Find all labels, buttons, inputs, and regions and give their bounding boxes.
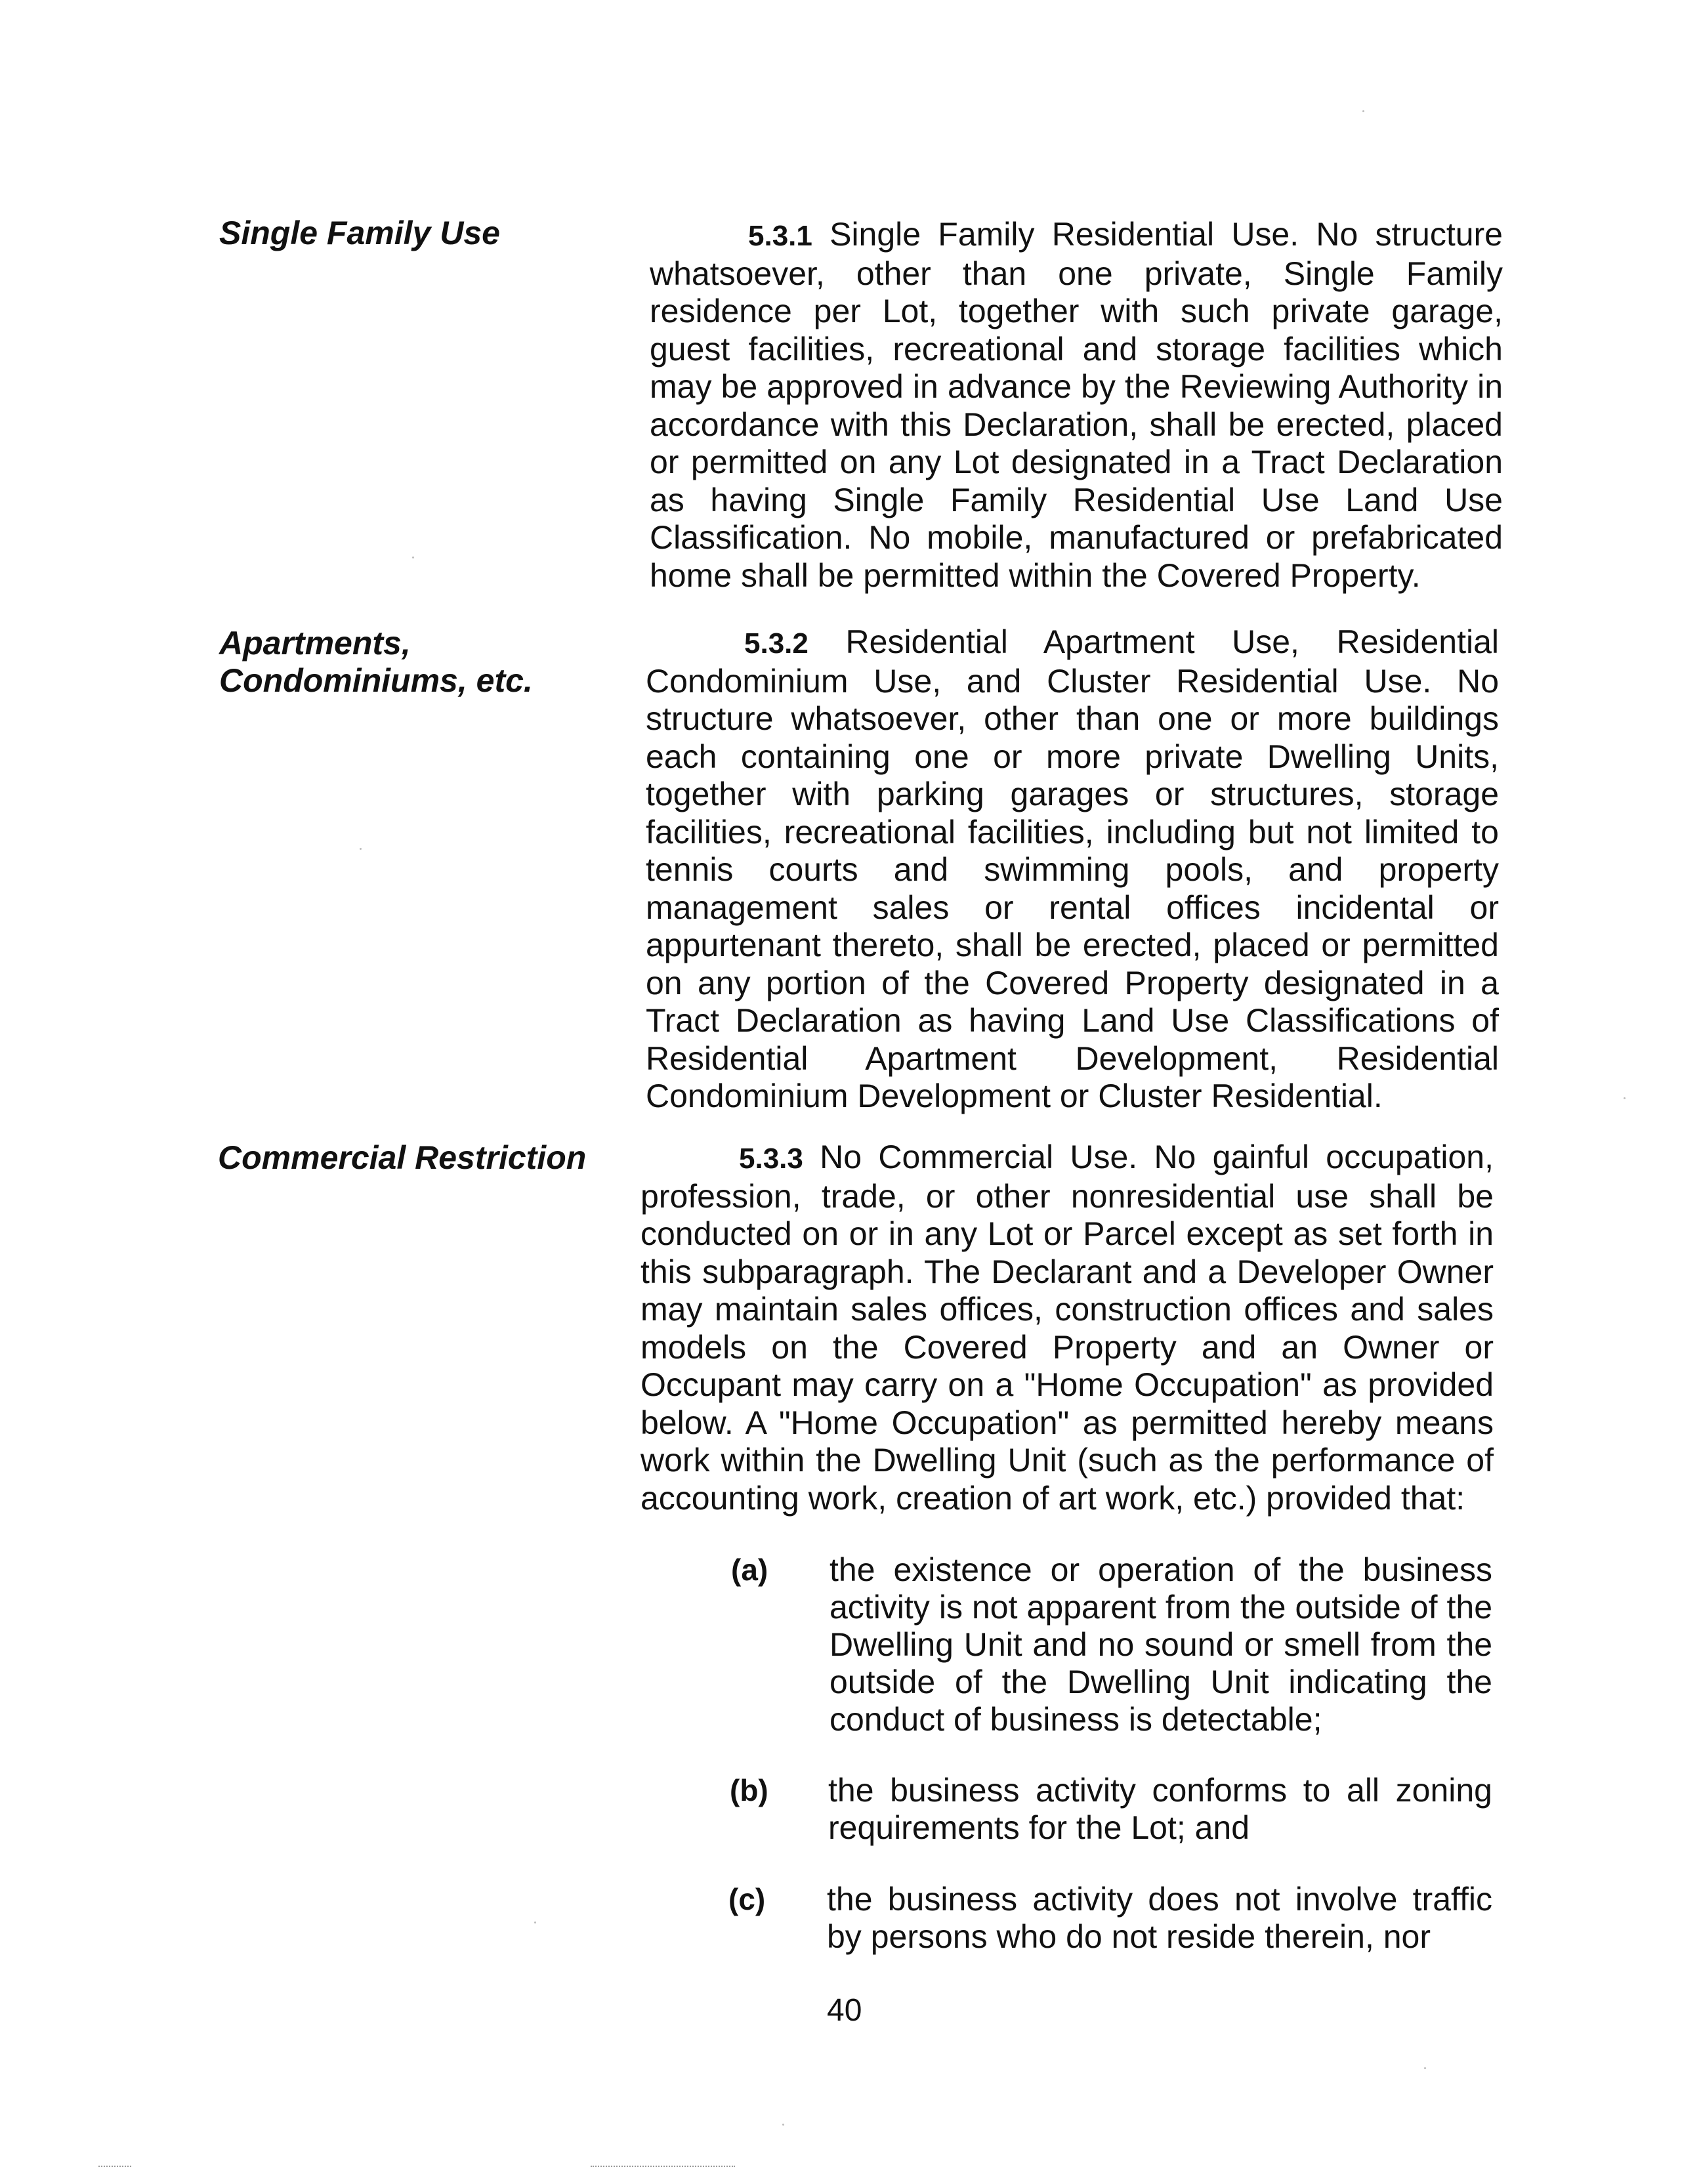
page-number: 40 <box>827 1993 862 2028</box>
paragraph-5-3-1 <box>650 216 1503 595</box>
scan-artifact-line <box>98 2166 131 2167</box>
list-item-a <box>731 1551 1492 1748</box>
list-item-b <box>730 1772 1492 1857</box>
side-heading-line: Condominiums, etc. <box>219 662 533 699</box>
scan-speck <box>1424 2067 1426 2069</box>
section-number: 5.3.1 <box>748 220 812 252</box>
scan-artifact-line <box>591 2166 735 2167</box>
list-item-text: the business activity conforms to all zoning requirements for the Lot; and <box>828 1772 1492 1846</box>
list-item-c <box>728 1881 1492 1966</box>
side-heading-apartments-condominiums <box>219 625 626 700</box>
section-text: Single Family Residential Use. No structure whatsoever, other than one private, Single Family residence per Lot, together with such private garage, guest facilities, recreational and storage facilities which may be approved in advance by the Reviewing Authority in accordance with this Declaration, shall be erected, placed or permitted on any Lot designated in a Tract Declaration as having Single Family Residential Use Land Use Classification. No mobile, manufactured or prefabricated home shall be permitted within the Covered Property. <box>650 216 1503 594</box>
list-item-text: the existence or operation of the business activity is not apparent from the outside of the Dwelling Unit and no sound or smell from the outside of the Dwelling Unit indicating the conduct of business is detectable; <box>830 1551 1492 1738</box>
paragraph-5-3-2 <box>646 623 1499 1116</box>
list-item-label: (a) <box>731 1553 768 1587</box>
list-item-label: (c) <box>728 1882 766 1916</box>
scan-speck <box>412 556 414 558</box>
paragraph-5-3-3 <box>640 1139 1494 1517</box>
scan-speck <box>534 1922 536 1923</box>
section-text: Residential Apartment Use, Residential Condominium Use, and Cluster Residential Use. No structure whatsoever, other than one or more buildings each containing one or more private Dwelling Units, together with parking garages or structures, storage facilities, recreational facilities, including but not limited to tennis courts and swimming pools, and property management sales or rental offices incidental or appurtenant thereto, shall be erected, placed or permitted on any portion of the Covered Property designated in a Tract Declaration as having Land Use Classifications of Residential Apartment Development, Residential Condominium Development or Cluster Residential. <box>646 623 1499 1114</box>
scan-speck <box>782 2124 784 2126</box>
scan-speck <box>360 848 362 850</box>
scan-speck <box>1624 1097 1626 1099</box>
side-heading-line: Apartments, <box>219 625 411 662</box>
side-heading-single-family-use <box>219 215 626 252</box>
list-item-label: (b) <box>730 1773 768 1807</box>
section-text: No Commercial Use. No gainful occupation, profession, trade, or other nonresidential use shall be conducted on or in any Lot or Parcel except as set forth in this subparagraph. The Declarant and a Developer Owner may maintain sales offices, construction offices and sales models on the Covered Property and an Owner or Occupant may carry on a "Home Occupation" as provided below. A "Home Occupation" as permitted hereby means work within the Dwelling Unit (such as the performance of accounting work, creation of art work, etc.) provided that: <box>640 1139 1494 1517</box>
list-item-text: the business activity does not involve traffic by persons who do not reside therein, nor <box>827 1881 1492 1955</box>
side-heading-line: Single Family Use <box>219 215 500 251</box>
side-heading-commercial-restriction <box>218 1139 625 1177</box>
side-heading-line: Commercial Restriction <box>218 1139 587 1176</box>
section-number: 5.3.2 <box>744 627 808 660</box>
scan-speck <box>1362 110 1364 112</box>
section-number: 5.3.3 <box>739 1143 803 1175</box>
